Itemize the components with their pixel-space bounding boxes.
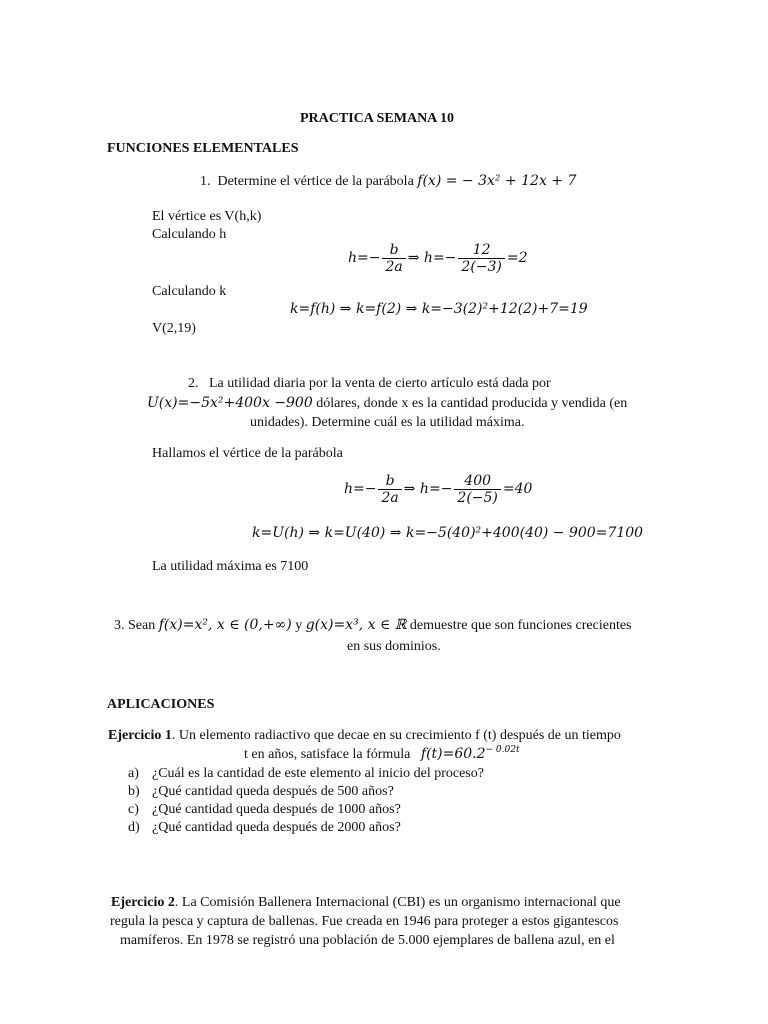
exercise-2-line2: regula la pesca y captura de ballenas. Fue creada en 1946 para proteger a estos gigantescos	[110, 914, 619, 929]
section-heading-funciones: FUNCIONES ELEMENTALES	[107, 141, 299, 156]
problem-1-calc-k-label: Calculando k	[152, 284, 227, 299]
exercise-1-line2: t en años, satisface la fórmula $f(t)=60.2^{- 0.02t}$	[244, 745, 520, 762]
problem-1-text: Determine el vértice de la parábola	[217, 174, 414, 189]
problem-1-k-equation: k=f(h) ⇒ k=f(2) ⇒ k=−3(2)²+12(2)+7=19	[290, 301, 588, 317]
exercise-1-label: Ejercicio 1	[108, 728, 172, 743]
problem-1-number: 1.	[200, 174, 211, 189]
problem-1-h-equation: h=− $\frac{b}{2a}$ ⇒ h=− $\frac{12}{2(-3)}$ =2	[348, 241, 528, 275]
exercise-1-item-d: d) ¿Qué cantidad queda después de 2000 años?	[128, 820, 401, 835]
page-title: PRACTICA SEMANA 10	[300, 111, 455, 126]
problem-3-g-def: g(x)=x³, x ∈ ℝ	[305, 617, 407, 633]
exercise-1-line1: Ejercicio 1. Un elemento radiactivo que decae en su crecimiento f (t) después de un tiempo	[108, 728, 621, 743]
fraction-b-over-2a: $\frac{b}{2a}$	[382, 242, 405, 275]
problem-2-function: U(x)=−5x²+400x −900	[147, 395, 313, 411]
problem-2-line2: U(x)=−5x²+400x −900 dólares, donde x es la cantidad producida y vendida (en	[147, 395, 628, 411]
problem-1-result: V(2,19)	[152, 321, 196, 336]
exercise-1-item-b: b) ¿Qué cantidad queda después de 500 años?	[128, 784, 394, 799]
fraction-400-over-2-neg5: $\frac{400}{2(-5)}$	[454, 473, 500, 506]
problem-3-line2: en sus dominios.	[347, 639, 441, 654]
problem-2-k-equation: k=U(h) ⇒ k=U(40) ⇒ k=−5(40)²+400(40) − 900=7100	[252, 525, 644, 541]
problem-3-line1: 3. Sean f(x)=x², x ∈ (0,+∞) y g(x)=x³, x ∈ ℝ demuestre que son funciones crecientes	[114, 617, 632, 633]
section-heading-aplicaciones: APLICACIONES	[107, 697, 215, 712]
problem-1-function: f(x) = − 3x² + 12x + 7	[417, 173, 577, 189]
exercise-2-line3: mamíferos. En 1978 se registró una población de 5.000 ejemplares de ballena azul, en el	[120, 933, 615, 948]
problem-1-calc-h-label: Calculando h	[152, 227, 227, 242]
problem-3-f-def: f(x)=x², x ∈ (0,+∞)	[158, 617, 292, 633]
problem-2-h-equation: h=− $\frac{b}{2a}$ ⇒ h=− $\frac{400}{2(-5)}$ =40	[344, 472, 533, 506]
problem-1-statement	[200, 173, 576, 190]
fraction-b-over-2a: $\frac{b}{2a}$	[378, 473, 401, 506]
problem-1-vertex-line: El vértice es V(h,k)	[152, 209, 262, 224]
problem-2-line3: unidades). Determine cuál es la utilidad máxima.	[250, 415, 525, 430]
fraction-12-over-2-neg3: $\frac{12}{2(-3)}$	[458, 242, 504, 275]
exercise-1-item-c: c) ¿Qué cantidad queda después de 1000 años?	[128, 802, 401, 817]
exercise-2-label: Ejercicio 2	[111, 895, 175, 910]
problem-2-line1: 2. La utilidad diaria por la venta de cierto artículo está dada por	[188, 376, 551, 391]
problem-2-line4: Hallamos el vértice de la parábola	[152, 446, 343, 461]
exercise-2-line1: Ejercicio 2. La Comisión Ballenera Internacional (CBI) es un organismo internacional que	[111, 895, 621, 910]
exercise-1-formula: $f(t)=60.2^{- 0.02t}$	[420, 745, 520, 762]
problem-2-result: La utilidad máxima es 7100	[152, 559, 309, 574]
exercise-1-item-a: a) ¿Cuál es la cantidad de este elemento al inicio del proceso?	[128, 766, 484, 781]
